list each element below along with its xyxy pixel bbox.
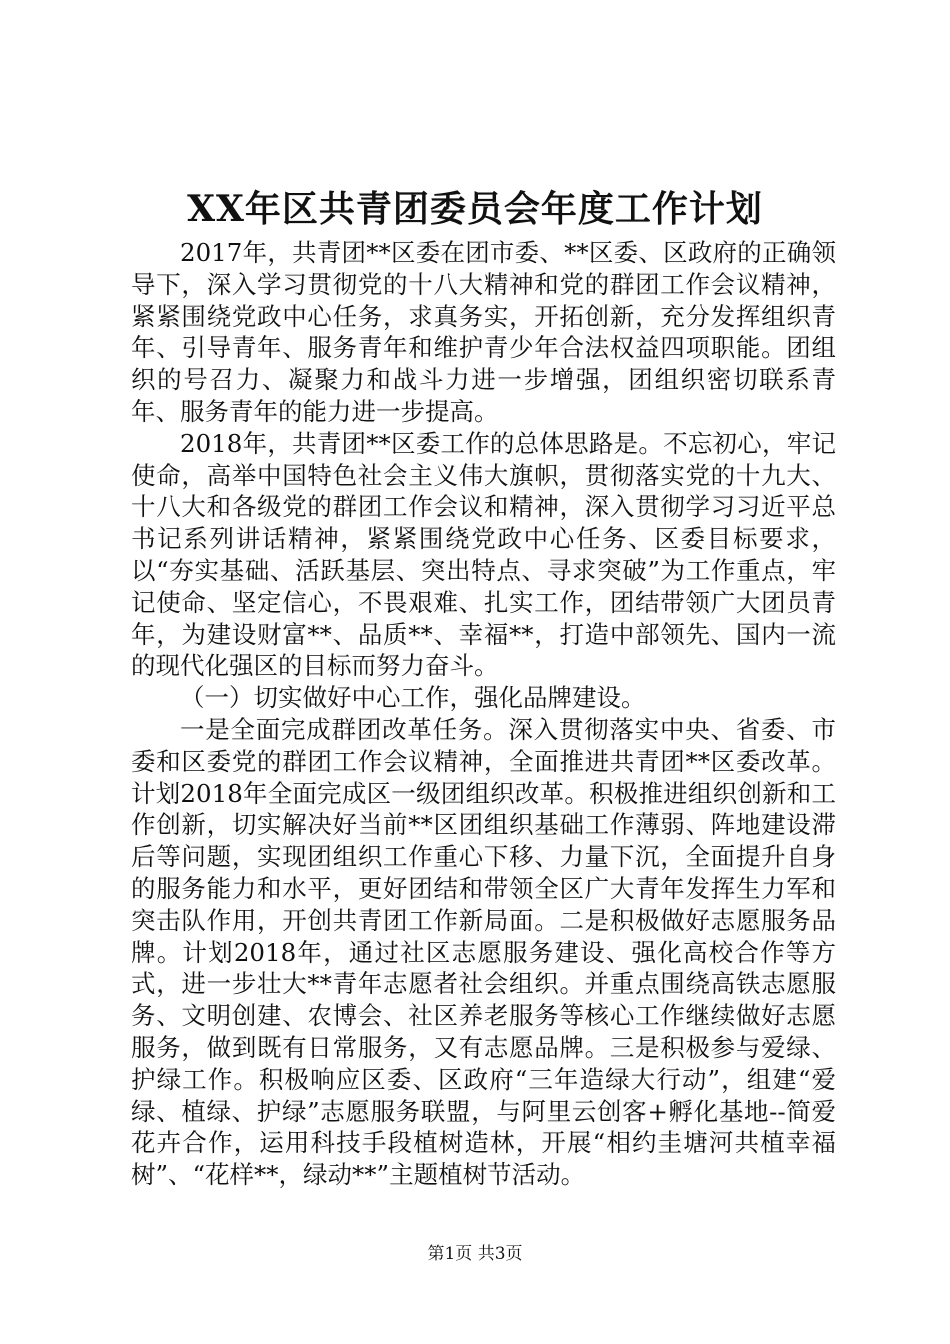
section-heading-1: （一）切实做好中心工作，强化品牌建设。 bbox=[180, 683, 646, 713]
document-body bbox=[131, 237, 836, 1191]
paragraph-summary-2017: 2017年，共青团**区委在团市委、**区委、区政府的正确领导下，深入学习贯彻党的十八大精神和党的群团工作会议精神，紧紧围绕党政中心任务，求真务实，开拓创新，充分发挥组织青年、引导青年、服务青年和维护青少年合法权益四项职能。团组织的号召力、凝聚力和战斗力进一步增强，团组织密切联系青年、服务青年的能力进一步提高。 bbox=[131, 238, 836, 426]
page-footer: 第1页 共3页 bbox=[427, 1244, 523, 1264]
document-title: XX年区共青团委员会年度工作计划 bbox=[187, 188, 763, 230]
paragraph-section-1-body: 一是全面完成群团改革任务。深入贯彻落实中央、省委、市委和区委党的群团工作会议精神，全面推进共青团**区委改革。计划2018年全面完成区一级团组织改革。积极推进组织创新和工作创新，切实解决好当前**区团组织基础工作薄弱、阵地建设滞后等问题，实现团组织工作重心下移、力量下沉，全面提升自身的服务能力和水平，更好团结和带领全区广大青年发挥生力军和突击队作用，开创共青团工作新局面。二是积极做好志愿服务品牌。计划2018年，通过社区志愿服务建设、强化高校合作等方式，进一步壮大**青年志愿者社会组织。并重点围绕高铁志愿服务、文明创建、农博会、社区养老服务等核心工作继续做好志愿服务，做到既有日常服务，又有志愿品牌。三是积极参与爱绿、护绿工作。积极响应区委、区政府“三年造绿大行动”，组建“爱绿、植绿、护绿”志愿服务联盟，与阿里云创客+孵化基地--简爱花卉合作，运用科技手段植树造林，开展“相约圭塘河共植幸福树”、“花样**，绿动**”主题植树节活动。 bbox=[131, 714, 836, 1190]
paragraph-plan-2018: 2018年，共青团**区委工作的总体思路是。不忘初心，牢记使命，高举中国特色社会主义伟大旗帜，贯彻落实党的十九大、十八大和各级党的群团工作会议和精神，深入贯彻学习习近平总书记系列讲话精神，紧紧围绕党政中心任务、区委目标要求，以“夯实基础、活跃基层、突出特点、寻求突破”为工作重点，牢记使命、坚定信心，不畏艰难、扎实工作，团结带领广大团员青年，为建设财富**、品质**、幸福**，打造中部领先、国内一流的现代化强区的目标而努力奋斗。 bbox=[131, 428, 836, 681]
